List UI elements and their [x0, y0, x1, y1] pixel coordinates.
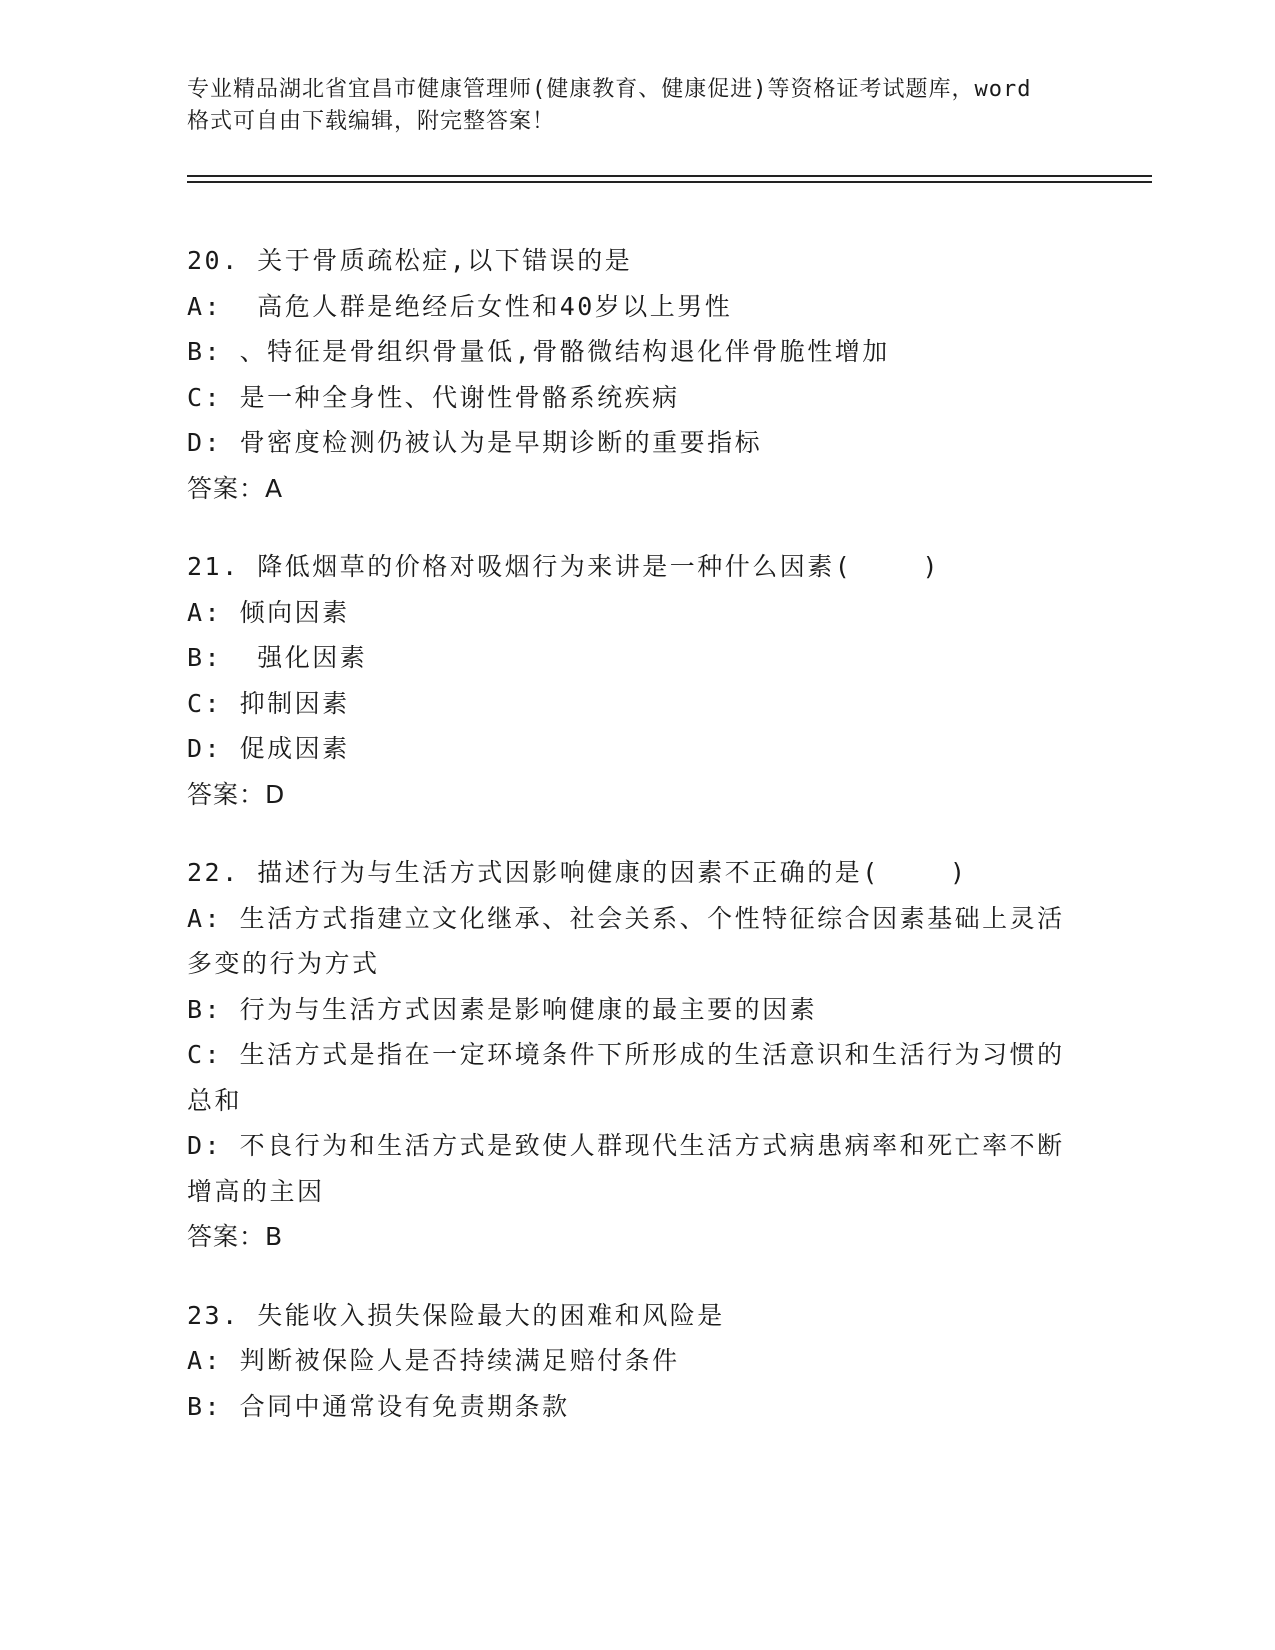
question-list [187, 238, 1087, 1462]
option-b: B: 、特征是骨组织骨量低,骨骼微结构退化伴骨脆性增加 [187, 337, 890, 366]
question-21 [187, 544, 1087, 817]
option-d: D: 促成因素 [187, 734, 350, 763]
header-line-2: 格式可自由下载编辑，附完整答案！ [187, 109, 556, 134]
question-stem: 20. 关于骨质疏松症,以下错误的是 [187, 246, 633, 275]
answer: 答案：A [187, 473, 284, 503]
question-stem: 22. 描述行为与生活方式因影响健康的因素不正确的是( ) [187, 858, 968, 887]
header-line-1: 专业精品湖北省宜昌市健康管理师(健康教育、健康促进)等资格证考试题库，word [187, 77, 1032, 102]
question-22 [187, 850, 1087, 1260]
option-a: A: 判断被保险人是否持续满足赔付条件 [187, 1346, 680, 1375]
header-rule-top [187, 175, 1152, 177]
option-c: C: 生活方式是指在一定环境条件下所形成的生活意识和生活行为习惯的总和 [187, 1040, 1065, 1115]
option-a: A: 生活方式指建立文化继承、社会关系、个性特征综合因素基础上灵活多变的行为方式 [187, 903, 1065, 978]
option-a: A: 高危人群是绝经后女性和40岁以上男性 [187, 291, 733, 321]
option-c: C: 抑制因素 [187, 688, 350, 718]
option-b: B: 合同中通常设有免责期条款 [187, 1391, 570, 1421]
option-a: A: 倾向因素 [187, 597, 350, 627]
answer: 答案：B [187, 1222, 284, 1251]
question-stem: 21. 降低烟草的价格对吸烟行为来讲是一种什么因素( ) [187, 552, 941, 581]
option-b: B: 行为与生活方式因素是影响健康的最主要的因素 [187, 994, 818, 1024]
option-d: D: 不良行为和生活方式是致使人群现代生活方式病患病率和死亡率不断增高的主因 [187, 1131, 1065, 1206]
option-d: D: 骨密度检测仍被认为是早期诊断的重要指标 [187, 428, 763, 457]
option-c: C: 是一种全身性、代谢性骨骼系统疾病 [187, 382, 680, 412]
option-b: B: 强化因素 [187, 643, 368, 672]
question-20 [187, 238, 1087, 511]
question-23 [187, 1293, 1087, 1430]
header-rule-bottom [187, 181, 1152, 183]
question-stem: 23. 失能收入损失保险最大的困难和风险是 [187, 1300, 725, 1330]
document-header [187, 74, 1087, 138]
answer: 答案：D [187, 779, 286, 809]
